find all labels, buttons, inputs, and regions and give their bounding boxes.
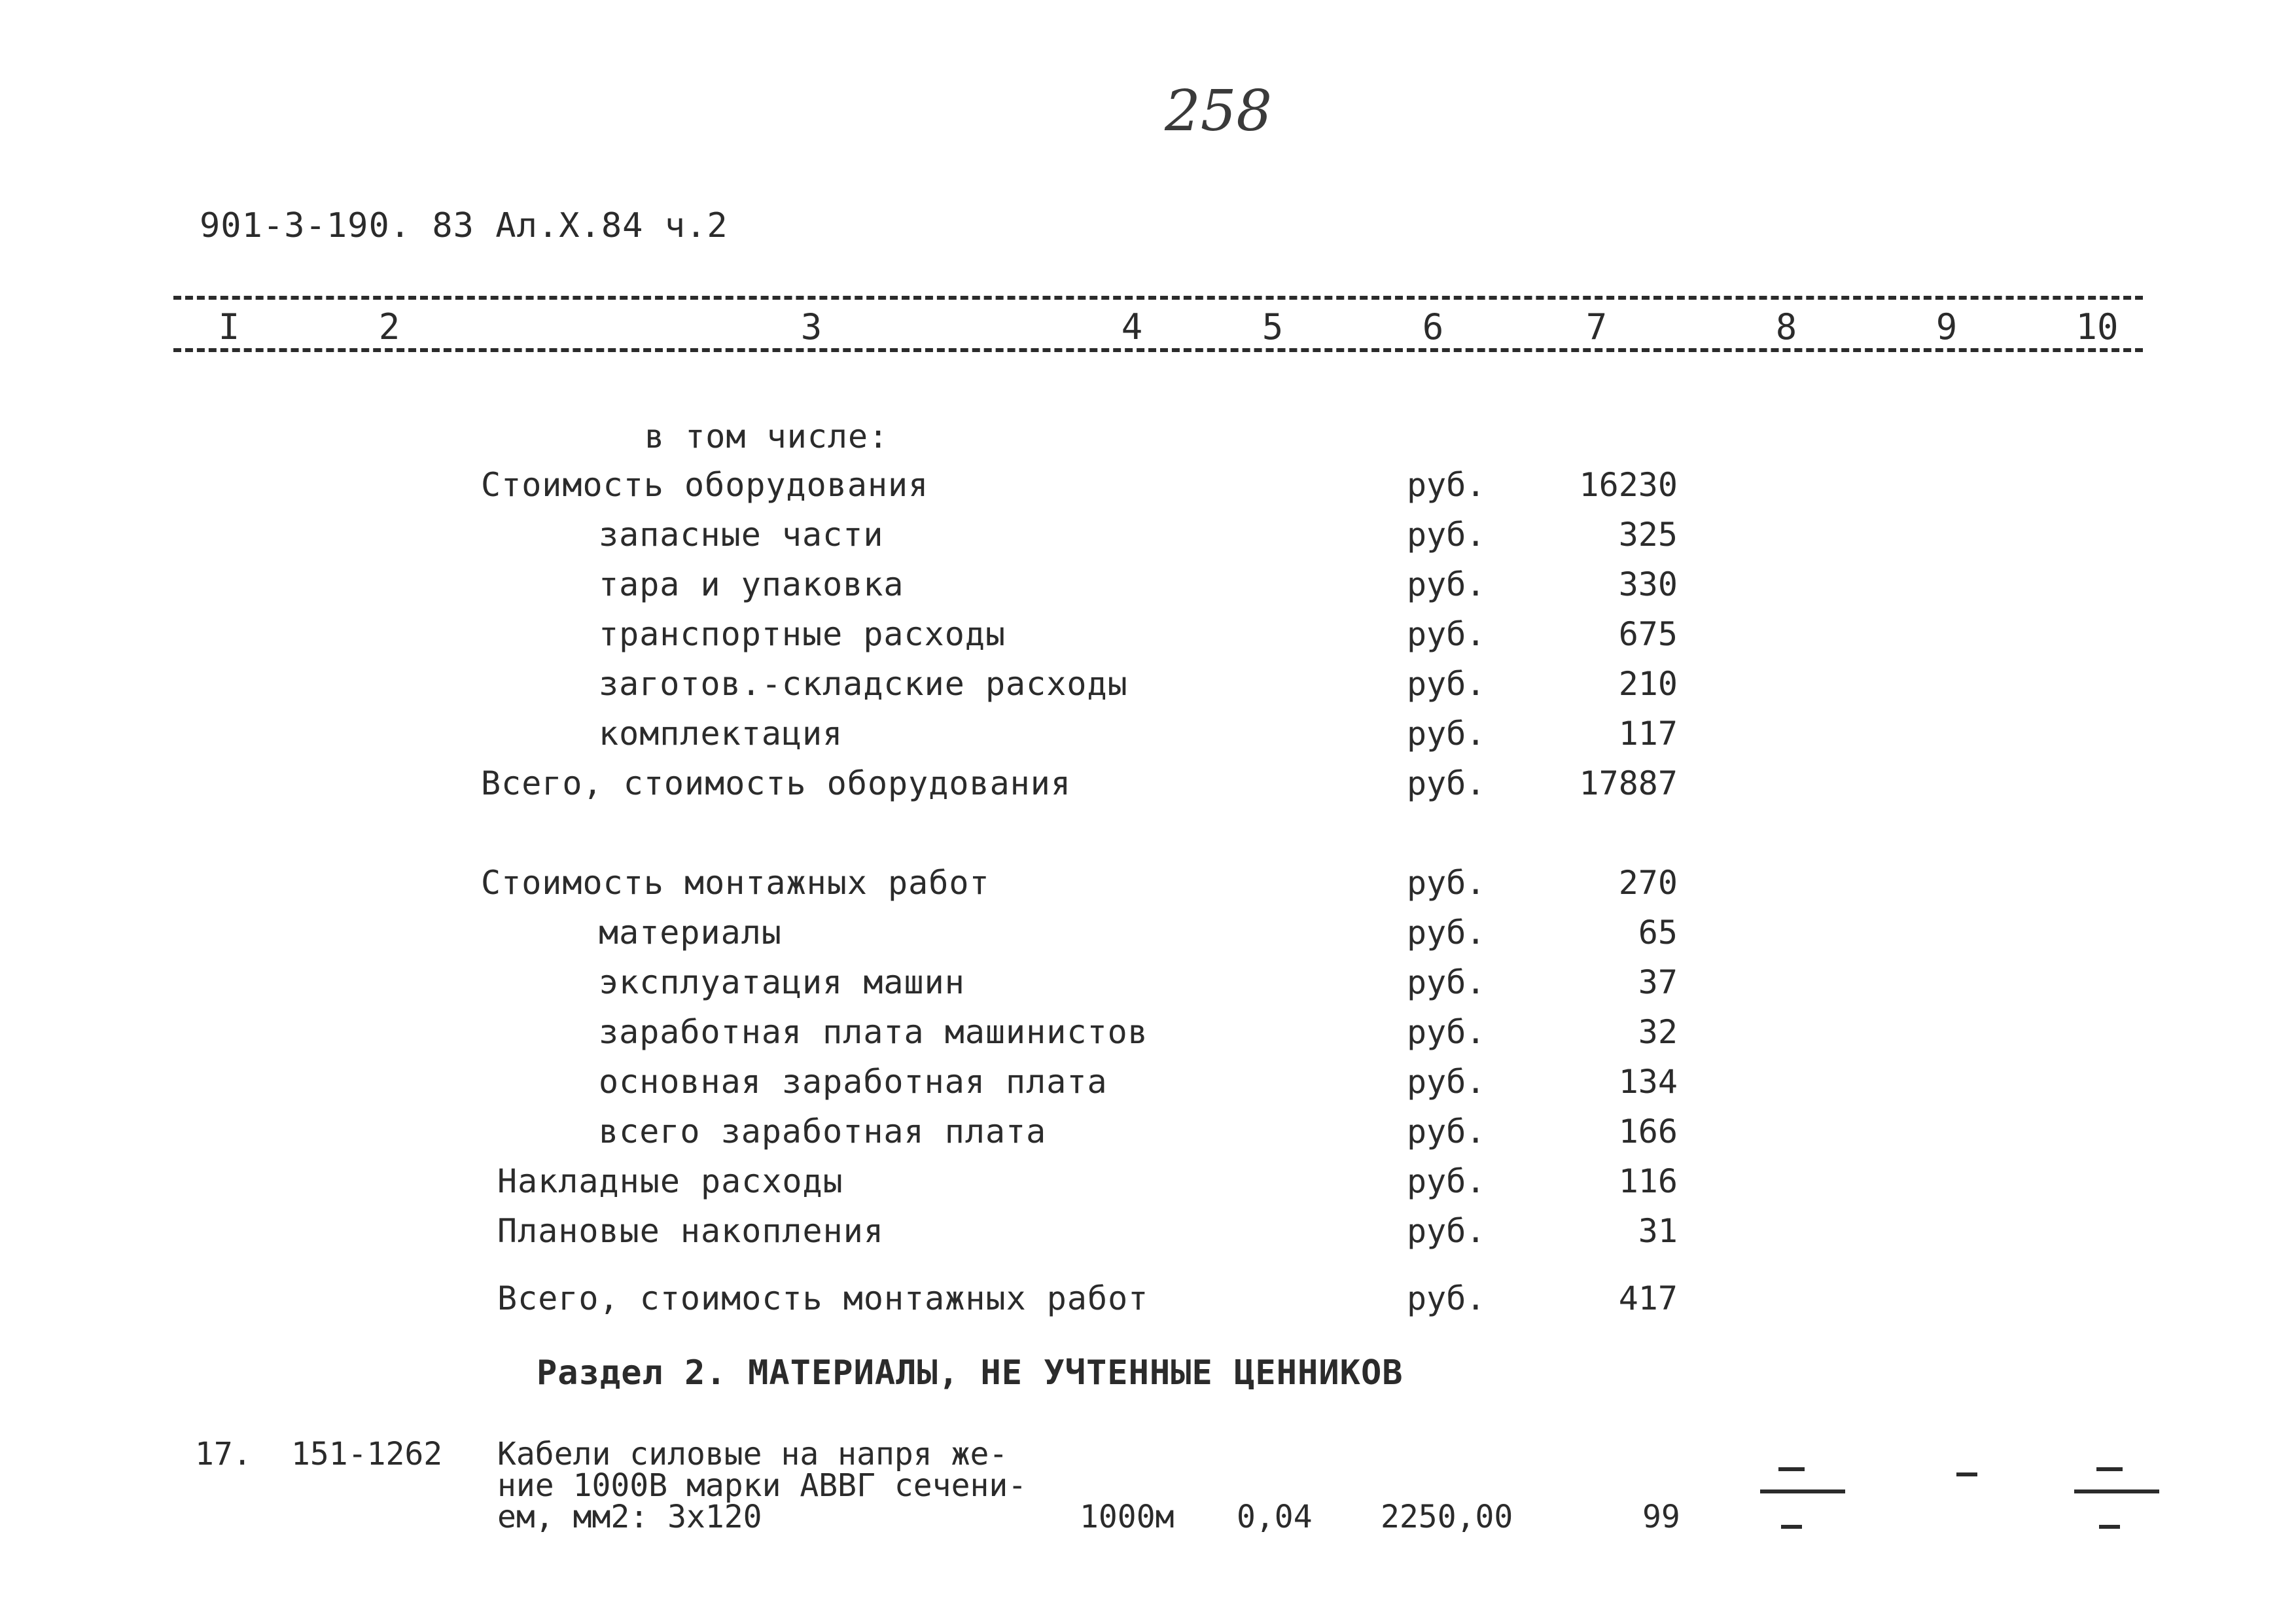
row-value: 16230 bbox=[1579, 466, 1678, 504]
column-number-10: 10 bbox=[2075, 306, 2119, 348]
column-number-4: 4 bbox=[1121, 306, 1143, 348]
item-description-line-2: ние 1000В марки АВВГ сечени- bbox=[497, 1467, 1027, 1504]
item-price: 2250,00 bbox=[1381, 1499, 1513, 1535]
row-value: 166 bbox=[1618, 1113, 1678, 1150]
row-value: 37 bbox=[1638, 963, 1678, 1001]
row-unit: руб. bbox=[1407, 516, 1486, 554]
row-label: заработная плата машинистов bbox=[599, 1013, 1148, 1051]
column-number-8: 8 bbox=[1775, 306, 1797, 348]
document-code: 901-3-190. 83 Ал.X.84 ч.2 bbox=[200, 206, 728, 245]
item-number: 17. bbox=[195, 1436, 252, 1472]
column-8-dash-top bbox=[1778, 1467, 1805, 1471]
row-value: 417 bbox=[1618, 1279, 1678, 1317]
row-unit: руб. bbox=[1407, 1279, 1486, 1317]
row-unit: руб. bbox=[1407, 615, 1486, 653]
row-unit: руб. bbox=[1407, 715, 1486, 753]
column-number-1: I bbox=[218, 306, 240, 348]
item-description-line-1: Кабели силовые на напря же- bbox=[497, 1436, 1008, 1472]
header-bottom-rule bbox=[173, 348, 2143, 352]
column-8-dash-bottom bbox=[1781, 1525, 1802, 1529]
row-value: 116 bbox=[1618, 1162, 1678, 1200]
row-value: 117 bbox=[1618, 715, 1678, 753]
row-unit: руб. bbox=[1407, 466, 1486, 504]
row-unit: руб. bbox=[1407, 764, 1486, 802]
row-unit: руб. bbox=[1407, 565, 1486, 603]
column-10-dash-top bbox=[2096, 1467, 2123, 1471]
item-quantity: 0,04 bbox=[1237, 1499, 1313, 1535]
row-label: Всего, стоимость оборудования bbox=[481, 764, 1071, 802]
row-value: 17887 bbox=[1579, 764, 1678, 802]
row-unit: руб. bbox=[1407, 665, 1486, 703]
row-label: запасные части bbox=[599, 516, 884, 554]
row-unit: руб. bbox=[1407, 864, 1486, 902]
section-title: Раздел 2. МАТЕРИАЛЫ, НЕ УЧТЕННЫЕ ЦЕННИКОВ bbox=[537, 1353, 1404, 1393]
row-value: 325 bbox=[1618, 516, 1678, 554]
row-label: эксплуатация машин bbox=[599, 963, 965, 1001]
row-value: 330 bbox=[1618, 565, 1678, 603]
item-description-line-3: ем, мм2: 3х120 bbox=[497, 1499, 762, 1535]
item-code: 151-1262 bbox=[291, 1436, 443, 1472]
row-label: Стоимость монтажных работ bbox=[481, 864, 990, 902]
column-8-fraction-bar bbox=[1760, 1489, 1845, 1493]
row-value: 270 bbox=[1618, 864, 1678, 902]
row-label: Плановые накопления bbox=[497, 1212, 884, 1250]
row-label: транспортные расходы bbox=[599, 615, 1006, 653]
column-number-3: 3 bbox=[800, 306, 822, 348]
row-unit: руб. bbox=[1407, 1113, 1486, 1150]
row-label: основная заработная плата bbox=[599, 1063, 1108, 1101]
row-label: Накладные расходы bbox=[497, 1162, 843, 1200]
row-unit: руб. bbox=[1407, 963, 1486, 1001]
column-number-2: 2 bbox=[378, 306, 400, 348]
header-top-rule bbox=[173, 296, 2143, 300]
row-label: материалы bbox=[599, 914, 782, 952]
row-label: комплектация bbox=[599, 715, 843, 753]
column-10-fraction-bar bbox=[2074, 1489, 2159, 1493]
row-label: Стоимость оборудования bbox=[481, 466, 929, 504]
column-number-5: 5 bbox=[1262, 306, 1284, 348]
row-value: 31 bbox=[1638, 1212, 1678, 1250]
column-number-7: 7 bbox=[1585, 306, 1608, 348]
column-9-dash bbox=[1956, 1472, 1977, 1476]
row-value: 65 bbox=[1638, 914, 1678, 952]
row-label: тара и упаковка bbox=[599, 565, 904, 603]
column-10-dash-bottom bbox=[2099, 1525, 2120, 1529]
row-unit: руб. bbox=[1407, 1013, 1486, 1051]
item-unit: 1000м bbox=[1080, 1499, 1174, 1535]
row-label: заготов.-складские расходы bbox=[599, 665, 1128, 703]
row-unit: руб. bbox=[1407, 1063, 1486, 1101]
intro-text: в том числе: bbox=[645, 418, 889, 455]
item-total: 99 bbox=[1642, 1499, 1680, 1535]
row-label: всего заработная плата bbox=[599, 1113, 1047, 1150]
column-number-6: 6 bbox=[1422, 306, 1444, 348]
page-number: 258 bbox=[1165, 79, 1273, 144]
row-value: 134 bbox=[1618, 1063, 1678, 1101]
row-value: 675 bbox=[1618, 615, 1678, 653]
row-value: 32 bbox=[1638, 1013, 1678, 1051]
row-label: Всего, стоимость монтажных работ bbox=[497, 1279, 1149, 1317]
row-unit: руб. bbox=[1407, 914, 1486, 952]
column-number-9: 9 bbox=[1935, 306, 1958, 348]
row-value: 210 bbox=[1618, 665, 1678, 703]
row-unit: руб. bbox=[1407, 1162, 1486, 1200]
row-unit: руб. bbox=[1407, 1212, 1486, 1250]
